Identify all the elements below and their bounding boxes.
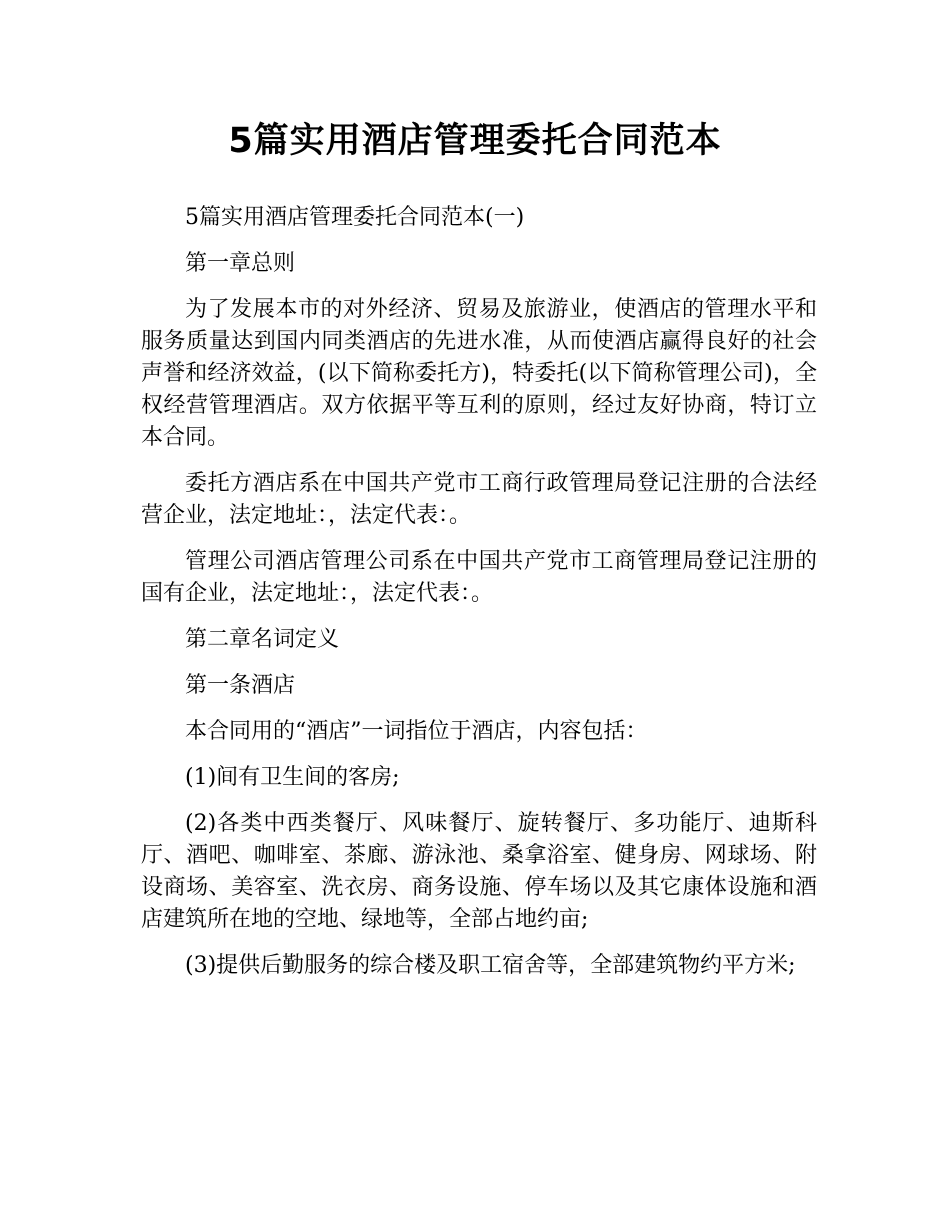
paragraph-management-company: 管理公司酒店管理公司系在中国共产党市工商管理局登记注册的国有企业，法定地址：，法定代表：。 xyxy=(141,549,817,606)
paragraph-chapter-2-heading: 第二章名词定义 xyxy=(185,627,340,652)
paragraph-subtitle: 5篇实用酒店管理委托合同范本(一) xyxy=(185,205,525,230)
document-title: 5篇实用酒店管理委托合同范本 xyxy=(228,121,722,161)
paragraph-hotel-definition: 本合同用的“酒店”一词指位于酒店，内容包括： xyxy=(185,719,648,744)
paragraph-chapter-1-heading: 第一章总则 xyxy=(185,251,296,276)
paragraph-item-3: (3)提供后勤服务的综合楼及职工宿舍等，全部建筑物约平方米; xyxy=(185,953,796,978)
paragraph-article-1-heading: 第一条酒店 xyxy=(185,673,296,698)
document-body xyxy=(141,202,817,996)
paragraph-item-2: (2)各类中西类餐厅、风味餐厅、旋转餐厅、多功能厅、迪斯科厅、酒吧、咖啡室、茶廊、游泳池、桑拿浴室、健身房、网球场、附设商场、美容室、洗衣房、商务设施、停车场以及其它康体设施和酒店建筑所在地的空地、绿地等，全部占地约亩; xyxy=(141,811,817,932)
paragraph-entrusting-party: 委托方酒店系在中国共产党市工商行政管理局登记注册的合法经营企业，法定地址：，法定代表：。 xyxy=(141,471,817,528)
paragraph-purpose: 为了发展本市的对外经济、贸易及旅游业，使酒店的管理水平和服务质量达到国内同类酒店的先进水准，从而使酒店赢得良好的社会声誉和经济效益，(以下简称委托方)，特委托(以下简称管理公司)，全权经营管理酒店。双方依据平等互利的原则，经过友好协商，特订立本合同。 xyxy=(141,297,817,450)
paragraph-item-1: (1)间有卫生间的客房; xyxy=(185,765,400,790)
